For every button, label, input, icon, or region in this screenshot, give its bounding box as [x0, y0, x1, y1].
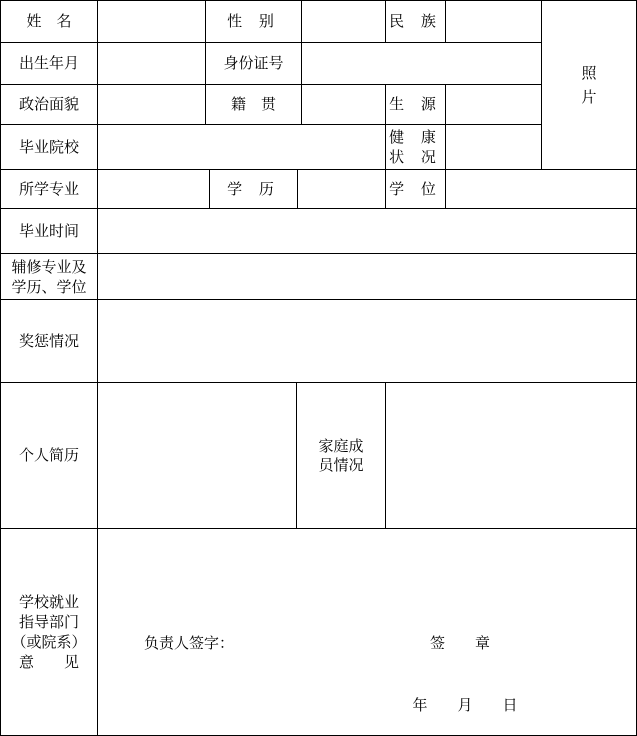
major-field[interactable]	[98, 170, 209, 208]
gender-field[interactable]	[302, 1, 385, 42]
native-place-label: 籍 贯	[230, 95, 276, 113]
graduation-time-field[interactable]	[98, 209, 636, 253]
education-label: 学 历	[227, 179, 280, 198]
ethnicity-field[interactable]	[446, 1, 541, 42]
awards-label: 奖惩情况	[18, 331, 79, 350]
id-number-label: 身份证号	[223, 54, 284, 72]
family-label: 家庭成 员情况	[318, 436, 364, 474]
major-label: 所学专业	[18, 179, 79, 198]
seal-label: 签 章	[429, 633, 490, 652]
school-label: 毕业院校	[18, 137, 79, 156]
birth-field[interactable]	[98, 43, 205, 84]
school-field[interactable]	[98, 125, 385, 169]
gender-label: 性 别	[227, 12, 280, 30]
degree-label: 学 位	[389, 179, 442, 198]
name-field[interactable]	[98, 1, 205, 42]
native-place-field[interactable]	[302, 85, 385, 124]
photo-box[interactable]: 照 片	[581, 64, 597, 106]
origin-field[interactable]	[446, 85, 541, 124]
signer-label: 负责人签字：	[144, 633, 235, 652]
minor-label: 辅修专业及 学历、学位	[11, 257, 87, 296]
id-number-field[interactable]	[302, 43, 541, 84]
education-field[interactable]	[298, 170, 385, 208]
date-label: 年 月 日	[412, 695, 518, 714]
family-field[interactable]	[386, 383, 636, 528]
origin-label: 生 源	[389, 95, 442, 113]
resume-label: 个人简历	[18, 446, 79, 464]
opinion-label: 学校就业 指导部门 （或院系） 意 见	[11, 593, 87, 671]
degree-field[interactable]	[446, 170, 636, 208]
health-label: 健 康 状 况	[389, 128, 442, 166]
name-label: 姓 名	[26, 12, 72, 30]
awards-field[interactable]	[98, 300, 636, 382]
ethnicity-label: 民 族	[389, 12, 442, 30]
political-status-label: 政治面貌	[18, 95, 79, 113]
health-field[interactable]	[446, 125, 541, 169]
graduation-time-label: 毕业时间	[18, 221, 79, 240]
birth-label: 出生年月	[18, 54, 79, 72]
resume-field[interactable]	[98, 383, 296, 528]
minor-field[interactable]	[98, 254, 636, 299]
political-status-field[interactable]	[98, 85, 205, 124]
